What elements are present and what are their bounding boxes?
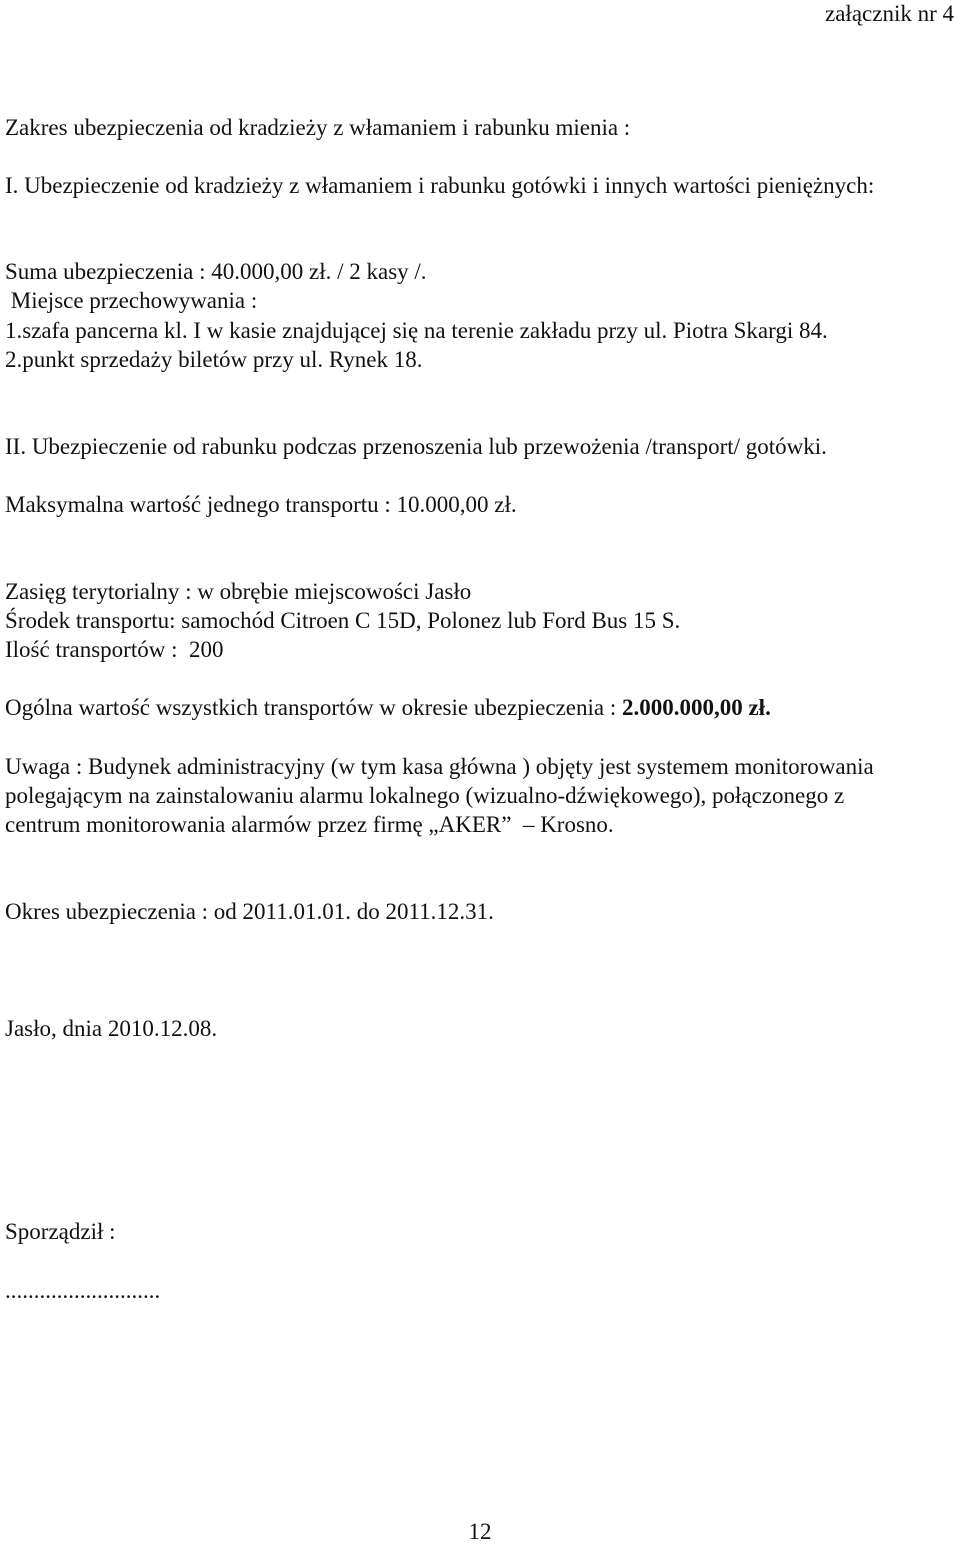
place-and-date: Jasło, dnia 2010.12.08. [5,1016,218,1041]
section-2-heading: II. Ubezpieczenie od rabunku podczas przenoszenia lub przewożenia /transport/ gotówki. [5,434,827,459]
insurance-period: Okres ubezpieczenia : od 2011.01.01. do 2011.12.31. [5,899,494,924]
page-number: 12 [468,1519,492,1544]
total-value-label: Ogólna wartość wszystkich transportów w okresie ubezpieczenia : [5,695,622,720]
storage-label: Miejsce przechowywania : [5,288,258,313]
insurance-sum: Suma ubezpieczenia : 40.000,00 zł. / 2 kasy /. [5,259,427,284]
transport-vehicle: Środek transportu: samochód Citroen C 15D, Polonez lub Ford Bus 15 S. [5,608,681,633]
document-title: Zakres ubezpieczenia od kradzieży z włamaniem i rabunku mienia : [5,115,631,140]
note-line-1: Uwaga : Budynek administracyjny (w tym kasa główna ) objęty jest systemem monitorowania [5,754,874,779]
transport-count: Ilość transportów : 200 [5,637,224,662]
total-transport-value [5,694,771,722]
total-value-amount: 2.000.000,00 zł. [621,695,771,720]
attachment-label: załącznik nr 4 [825,1,954,26]
storage-item-2: 2.punkt sprzedaży biletów przy ul. Rynek 18. [5,347,423,372]
note-line-2: polegającym na zainstalowaniu alarmu lokalnego (wizualno-dźwiękowego), połączonego z [5,783,845,808]
note-line-3: centrum monitorowania alarmów przez firmę „AKER” – Krosno. [5,812,614,837]
section-1-heading: I. Ubezpieczenie od kradzieży z włamaniem i rabunku gotówki i innych wartości pieniężnych: [5,173,875,198]
max-transport-value: Maksymalna wartość jednego transportu : 10.000,00 zł. [5,492,517,517]
territorial-scope: Zasięg terytorialny : w obrębie miejscowości Jasło [5,579,472,604]
signature-line: ........................... [5,1278,161,1303]
prepared-by-label: Sporządził : [5,1219,116,1244]
storage-item-1: 1.szafa pancerna kl. I w kasie znajdującej się na terenie zakładu przy ul. Piotra Skargi 84. [5,318,828,343]
